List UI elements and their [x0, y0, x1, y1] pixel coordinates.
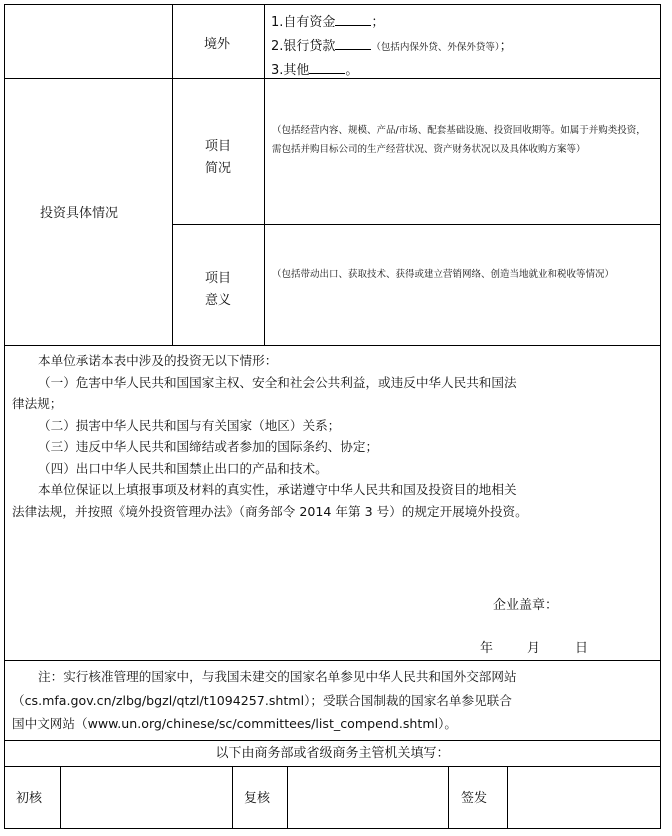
other-blank[interactable] — [309, 61, 345, 74]
bank-loan-blank[interactable] — [335, 37, 371, 50]
guarantee-line-1: 本单位保证以上填报事项及材料的真实性，承诺遵守中华人民共和国及投资目的地相关 — [38, 482, 517, 497]
funding-option-own-funds — [271, 13, 384, 31]
commitment-item-1-line1: （一）危害中华人民共和国国家主权、安全和社会公共利益，或违反中华人民共和国法 — [38, 374, 517, 390]
col-rule-b — [264, 4, 265, 346]
row-rule-details-bottom — [4, 345, 661, 346]
table-border-left — [4, 4, 5, 829]
table-border-right — [660, 4, 661, 829]
commitment-item-1-line2: 律法规； — [12, 396, 63, 411]
funding-option-other-label: 3.其他 — [271, 63, 310, 78]
approval-col-rule-4 — [448, 766, 449, 829]
row-rule-overview-bottom — [172, 224, 661, 225]
commitment-text — [12, 350, 656, 522]
date-year-label: 年 — [480, 641, 494, 656]
table-border-bottom — [4, 828, 661, 829]
bank-loan-note: （包括内保外贷、外保外贷等） — [371, 42, 500, 53]
row-rule-note-bottom — [4, 740, 661, 741]
project-overview-label-line2: 简况 — [204, 161, 231, 176]
project-significance-label — [200, 268, 236, 312]
guarantee-line-2: 法律法规，并按照《境外投资管理办法》（商务部令 2014 年第 3 号）的规定开展境外投资。 — [12, 503, 528, 519]
overseas-label: 境外 — [204, 37, 231, 52]
table-border-top — [4, 4, 661, 5]
company-seal-label: 企业盖章： — [493, 598, 559, 613]
row-rule-commitment-bottom — [4, 660, 661, 661]
sign-off-field[interactable] — [508, 767, 660, 828]
sign-off-label: 签发 — [461, 791, 488, 806]
second-review-field[interactable] — [288, 767, 448, 828]
date-day-label: 日 — [575, 641, 589, 656]
bank-loan-suffix: ； — [499, 39, 513, 54]
commitment-item-3: （三）违反中华人民共和国缔结或者参加的国际条约、协定； — [38, 439, 379, 454]
funding-option-other — [271, 61, 358, 79]
date-month-label: 月 — [527, 641, 541, 656]
commitment-intro: 本单位承诺本表中涉及的投资无以下情形： — [38, 353, 278, 368]
initial-review-field[interactable] — [61, 767, 232, 828]
commitment-item-4: （四）出口中华人民共和国禁止出口的产品和技术。 — [38, 460, 328, 476]
funding-option-own-funds-label: 1.自有资金 — [271, 15, 336, 30]
approval-header: 以下由商务部或省级商务主管机关填写： — [215, 746, 450, 761]
commitment-item-2: （二）损害中华人民共和国与有关国家（地区）关系； — [38, 417, 341, 433]
project-overview-field[interactable]: （包括经营内容、规模、产品/市场、配套基础设施、投资回收期等。如属于并购类投资，需包括并购目标公司的生产经营状况、资产财务状况以及具体收购方案等） — [272, 125, 646, 155]
own-funds-blank[interactable] — [335, 13, 371, 26]
investment-details-label: 投资具体情况 — [40, 206, 119, 221]
project-significance-field[interactable]: （包括带动出口、获取技术、获得或建立营销网络、创造当地就业和税收等情况） — [272, 269, 615, 280]
project-significance-label-line2: 意义 — [204, 293, 231, 308]
project-overview-label — [200, 136, 236, 180]
note-line-1: 注：实行核准管理的国家中，与我国未建交的国家名单参见中华人民共和国外交部网站 — [38, 669, 517, 684]
initial-review-label: 初核 — [16, 791, 43, 806]
sanction-note — [12, 665, 656, 736]
project-overview-label-line1: 项目 — [204, 139, 231, 154]
note-line-3: 国中文网站（www.un.org/chinese/sc/committees/list_compend.shtml）。 — [12, 716, 457, 731]
note-line-2: （cs.mfa.gov.cn/zlbg/bgzl/qtzl/t1094257.shtml）；受联合国制裁的国家名单参见联合 — [12, 692, 512, 708]
project-significance-label-line1: 项目 — [204, 271, 231, 286]
second-review-label: 复核 — [244, 791, 271, 806]
funding-option-bank-loan — [271, 37, 513, 56]
funding-option-bank-loan-label: 2.银行贷款 — [271, 39, 336, 54]
other-suffix: 。 — [345, 63, 359, 78]
own-funds-suffix: ； — [371, 15, 385, 30]
approval-col-rule-2 — [232, 766, 233, 829]
col-rule-a — [172, 4, 173, 346]
